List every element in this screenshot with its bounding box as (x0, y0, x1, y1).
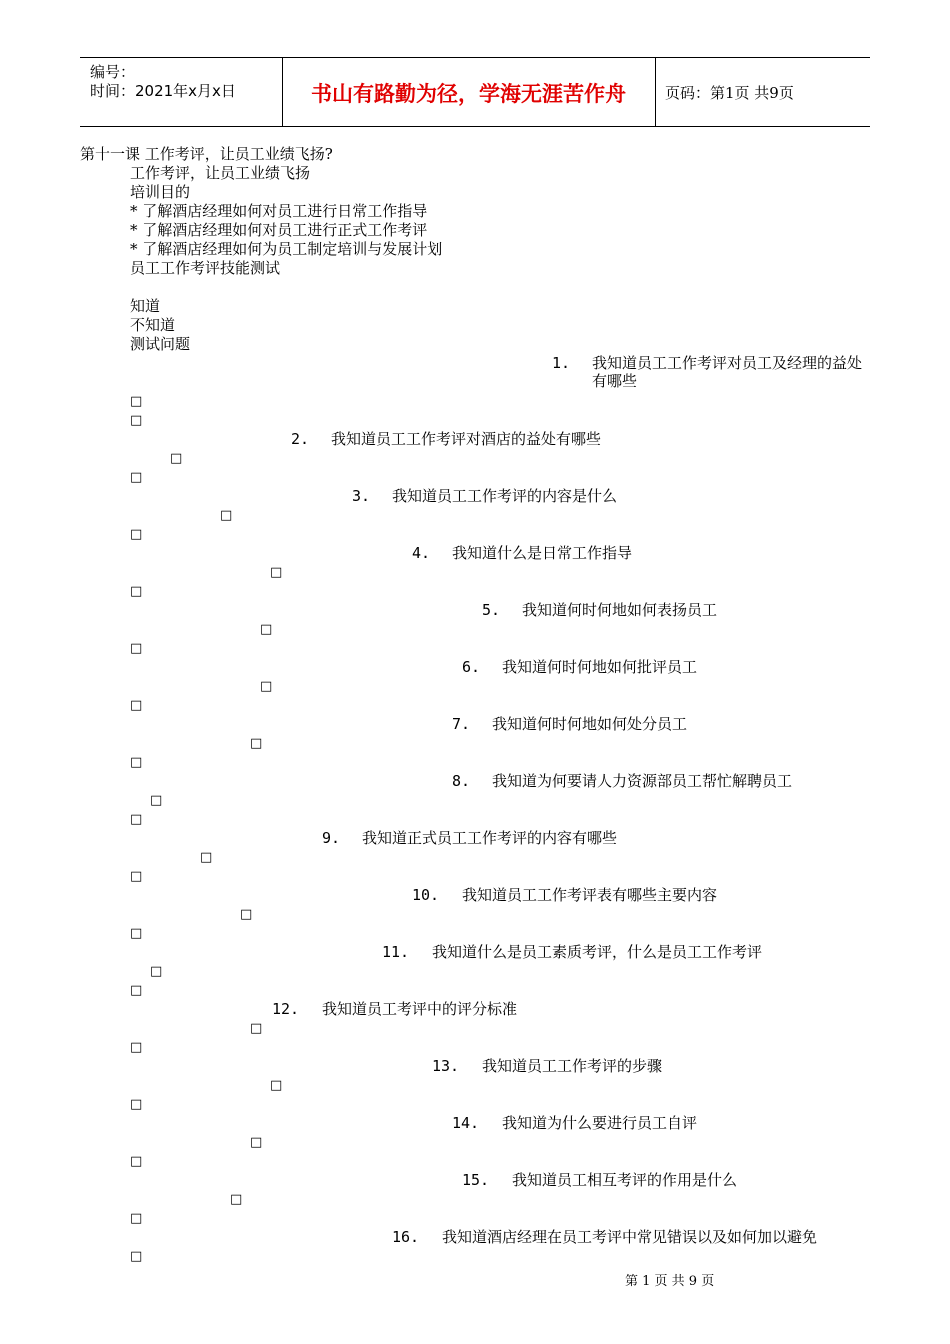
page-footer: 第 1 页 共 9 页 (625, 1274, 715, 1289)
question-number: 1. (552, 354, 571, 372)
checkbox[interactable]: □ (230, 1192, 243, 1207)
checkbox[interactable]: □ (150, 964, 163, 979)
checkbox[interactable]: □ (220, 508, 233, 523)
page-label: 页码：第1页 共9页 (665, 84, 794, 102)
checkbox[interactable]: □ (130, 584, 143, 599)
question-item (452, 715, 687, 733)
checkbox[interactable]: □ (250, 736, 263, 751)
checkbox[interactable]: □ (130, 812, 143, 827)
checkbox[interactable]: □ (130, 926, 143, 941)
checkbox[interactable]: □ (260, 622, 273, 637)
objective-item: * 了解酒店经理如何对员工进行正式工作考评 (130, 221, 428, 239)
question-item (412, 544, 632, 562)
checkbox[interactable]: □ (260, 679, 273, 694)
checkbox[interactable]: □ (130, 755, 143, 770)
time-label: 时间：2021年x月x日 (90, 82, 236, 100)
question-item (392, 1228, 817, 1246)
question-text: 我知道什么是日常工作指导 (452, 544, 633, 562)
question-number: 15. (462, 1171, 490, 1189)
checkbox[interactable]: □ (130, 869, 143, 884)
column-label-know: 知道 (130, 297, 161, 315)
column-label-dont-know: 不知道 (130, 316, 176, 334)
question-item (462, 1171, 737, 1189)
question-text: 我知道何时何地如何处分员工 (492, 715, 688, 733)
checkbox[interactable]: □ (130, 1040, 143, 1055)
question-text: 我知道为何要请人力资源部员工帮忙解聘员工 (492, 772, 793, 790)
checkbox[interactable]: □ (130, 983, 143, 998)
checkbox[interactable]: □ (170, 451, 183, 466)
subtitle: 工作考评，让员工业绩飞扬 (130, 164, 311, 182)
header-divider (655, 58, 656, 126)
question-item (552, 354, 864, 390)
lesson-title: 第十一课 工作考评，让员工业绩飞扬? (80, 145, 333, 163)
question-number: 12. (272, 1000, 300, 1018)
question-text: 我知道酒店经理在员工考评中常见错误以及如何加以避免 (442, 1228, 818, 1246)
question-text: 我知道什么是员工素质考评，什么是员工工作考评 (432, 943, 763, 961)
question-text: 我知道何时何地如何批评员工 (502, 658, 698, 676)
question-item (432, 1057, 662, 1075)
question-item (322, 829, 617, 847)
question-number: 4. (412, 544, 431, 562)
objective-item: * 了解酒店经理如何对员工进行日常工作指导 (130, 202, 428, 220)
checkbox[interactable]: □ (130, 527, 143, 542)
question-number: 5. (482, 601, 501, 619)
checkbox[interactable]: □ (130, 1154, 143, 1169)
checkbox[interactable]: □ (130, 394, 143, 409)
question-number: 6. (462, 658, 481, 676)
question-text: 我知道员工相互考评的作用是什么 (512, 1171, 738, 1189)
section-heading: 员工工作考评技能测试 (130, 259, 281, 277)
question-text: 我知道为什么要进行员工自评 (502, 1114, 698, 1132)
checkbox[interactable]: □ (270, 565, 283, 580)
serial-label: 编号： (90, 63, 136, 81)
motto: 书山有路勤为径，学海无涯苦作舟 (311, 82, 626, 106)
checkbox[interactable]: □ (130, 1249, 143, 1264)
question-item (272, 1000, 517, 1018)
question-number: 11. (382, 943, 410, 961)
checkbox[interactable]: □ (270, 1078, 283, 1093)
question-item (291, 430, 601, 448)
question-text: 我知道正式员工工作考评的内容有哪些 (362, 829, 618, 847)
question-number: 14. (452, 1114, 480, 1132)
question-number: 7. (452, 715, 471, 733)
question-text: 我知道员工工作考评的步骤 (482, 1057, 663, 1075)
question-text: 我知道员工工作考评对酒店的益处有哪些 (331, 430, 602, 448)
checkbox[interactable]: □ (130, 1097, 143, 1112)
checkbox[interactable]: □ (150, 793, 163, 808)
question-item (462, 658, 697, 676)
checkbox[interactable]: □ (200, 850, 213, 865)
checkbox[interactable]: □ (130, 1211, 143, 1226)
question-text: 我知道员工工作考评的内容是什么 (392, 487, 618, 505)
question-item (412, 886, 717, 904)
checkbox[interactable]: □ (250, 1135, 263, 1150)
question-text: 我知道员工工作考评对员工及经理的益处有哪些 (592, 354, 863, 390)
question-number: 2. (291, 430, 310, 448)
question-number: 9. (322, 829, 341, 847)
checkbox[interactable]: □ (130, 641, 143, 656)
question-item (452, 1114, 697, 1132)
question-text: 我知道何时何地如何表扬员工 (522, 601, 718, 619)
question-item (452, 772, 792, 790)
question-number: 10. (412, 886, 440, 904)
question-text: 我知道员工考评中的评分标准 (322, 1000, 518, 1018)
question-item (352, 487, 617, 505)
question-item (382, 943, 762, 961)
question-number: 16. (392, 1228, 420, 1246)
question-number: 3. (352, 487, 371, 505)
question-number: 8. (452, 772, 471, 790)
checkbox[interactable]: □ (130, 698, 143, 713)
question-text: 我知道员工工作考评表有哪些主要内容 (462, 886, 718, 904)
checkbox[interactable]: □ (130, 470, 143, 485)
page-header (80, 57, 870, 127)
question-item (482, 601, 717, 619)
checkbox[interactable]: □ (250, 1021, 263, 1036)
section-heading: 培训目的 (130, 183, 191, 201)
checkbox[interactable]: □ (130, 413, 143, 428)
section-heading: 测试问题 (130, 335, 191, 353)
objective-item: * 了解酒店经理如何为员工制定培训与发展计划 (130, 240, 443, 258)
checkbox[interactable]: □ (240, 907, 253, 922)
question-number: 13. (432, 1057, 460, 1075)
